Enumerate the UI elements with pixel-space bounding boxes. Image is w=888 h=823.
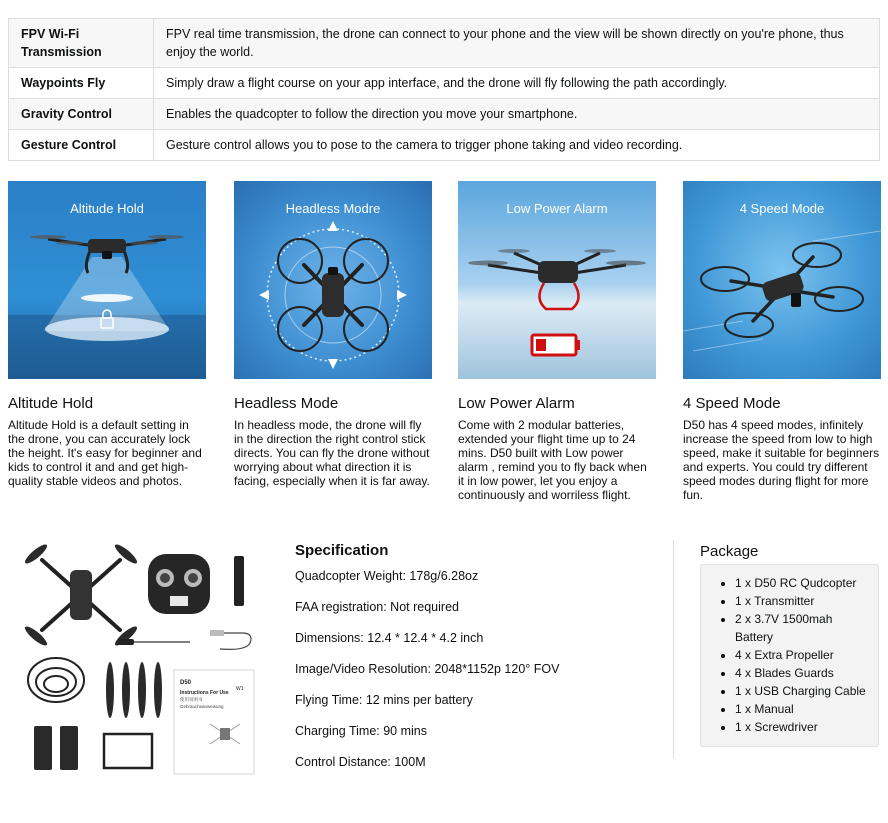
feature-description: Simply draw a flight course on your app interface, and the drone will fly following the path accordingly. <box>154 68 880 99</box>
package-list-box <box>700 564 879 747</box>
mode-title: Altitude Hold <box>8 395 94 412</box>
package-list <box>735 574 868 736</box>
package-item: • 2 x 3.7V 1500mah Battery <box>735 610 868 646</box>
headless-mode-image <box>234 181 432 379</box>
4-speed-mode-image <box>683 181 881 379</box>
manual-logo: D50 <box>180 680 192 686</box>
package-item: • 4 x Extra Propeller <box>735 646 868 664</box>
package-title: Package <box>700 543 759 560</box>
manual-icon <box>174 670 254 774</box>
spec-line: Flying Time: 12 mins per battery <box>295 693 473 707</box>
image-caption: Low Power Alarm <box>506 201 608 216</box>
package-item: • 4 x Blades Guards <box>735 664 868 682</box>
image-caption: 4 Speed Mode <box>739 201 825 216</box>
phone-holder-icon <box>234 556 244 606</box>
mode-card-low-power-alarm <box>458 181 656 502</box>
image-caption: Headless Modre <box>285 201 381 216</box>
manual-title: Instructions For Use <box>180 690 229 696</box>
feature-description: Enables the quadcopter to follow the direction you move your smartphone. <box>154 99 880 130</box>
feature-row <box>9 130 880 161</box>
package-item: • 1 x USB Charging Cable <box>735 682 868 700</box>
feature-row <box>9 68 880 99</box>
feature-row <box>9 99 880 130</box>
package-item: • 1 x D50 RC Qudcopter <box>735 574 868 592</box>
spec-line: FAA registration: Not required <box>295 600 459 614</box>
transmitter-icon <box>148 554 210 614</box>
mode-description: Come with 2 modular batteries, extended your flight time up to 24 mins. D50 built with Low power alarm , remind you to fly back when it in low power, let you enjoy a continuously and worriless flight. <box>458 418 647 502</box>
spec-line: Quadcopter Weight: 178g/6.28oz <box>295 569 479 583</box>
package-item: • 1 x Screwdriver <box>735 718 868 736</box>
feature-name: Waypoints Fly <box>9 68 154 99</box>
mode-title: 4 Speed Mode <box>683 395 781 412</box>
kit-illustration <box>22 538 262 778</box>
manual-line: Gebrauchsanweisung <box>180 704 224 709</box>
package-contents-image <box>22 538 262 778</box>
feature-table <box>8 18 880 161</box>
mode-title: Low Power Alarm <box>458 395 575 412</box>
specification-title: Specification <box>295 542 389 559</box>
feature-name: Gravity Control <box>9 99 154 130</box>
feature-name: Gesture Control <box>9 130 154 161</box>
feature-description: FPV real time transmission, the drone can connect to your phone and the view will be shown directly on you're phone, thus enjoy the world. <box>154 19 880 68</box>
feature-name: FPV Wi-Fi Transmission <box>9 19 154 68</box>
mode-description: Altitude Hold is a default setting in the drone, you can accurately lock the height. It's easy for beginner and kids to control it and and get high-quality stable videos and photos. <box>8 418 202 488</box>
altitude-hold-image <box>8 181 206 379</box>
specification-section <box>295 542 655 785</box>
manual-page: W1 <box>236 686 244 692</box>
usb-cable-icon <box>210 630 251 649</box>
low-power-alarm-image <box>458 181 656 379</box>
spec-line: Control Distance: 100M <box>295 755 426 769</box>
package-item: • 1 x Manual <box>735 700 868 718</box>
spec-line: Image/Video Resolution: 2048*1152p 120° FOV <box>295 662 560 676</box>
mode-description: In headless mode, the drone will fly in the direction the right control stick directs. You can fly the drone without worrying about what direction it is facing, especially when it is far away. <box>234 418 430 488</box>
package-item: • 1 x Transmitter <box>735 592 868 610</box>
mode-card-4-speed-mode <box>683 181 881 502</box>
landing-gear-icon <box>104 734 152 768</box>
spec-line: Charging Time: 90 mins <box>295 724 428 738</box>
mode-card-altitude-hold <box>8 181 206 488</box>
blade-guards-icon <box>28 658 84 702</box>
manual-line: 使用说明书 <box>180 698 203 703</box>
image-caption: Altitude Hold <box>70 201 144 216</box>
feature-row <box>9 19 880 68</box>
section-divider <box>673 540 674 758</box>
spec-line: Dimensions: 12.4 * 12.4 * 4.2 inch <box>295 631 484 645</box>
mode-title: Headless Mode <box>234 395 339 412</box>
mode-description: D50 has 4 speed modes, infinitely increase the speed from low to high speed, make it suitable for beginners and experts. You could try different speed modes during flight for more fun. <box>683 418 880 502</box>
drone-icon <box>23 542 140 648</box>
propellers-icon <box>106 662 162 718</box>
feature-description: Gesture control allows you to pose to the camera to trigger phone taking and video recording. <box>154 130 880 161</box>
screwdriver-icon <box>118 639 190 645</box>
mode-card-headless-mode <box>234 181 432 488</box>
batteries-icon <box>34 726 78 770</box>
